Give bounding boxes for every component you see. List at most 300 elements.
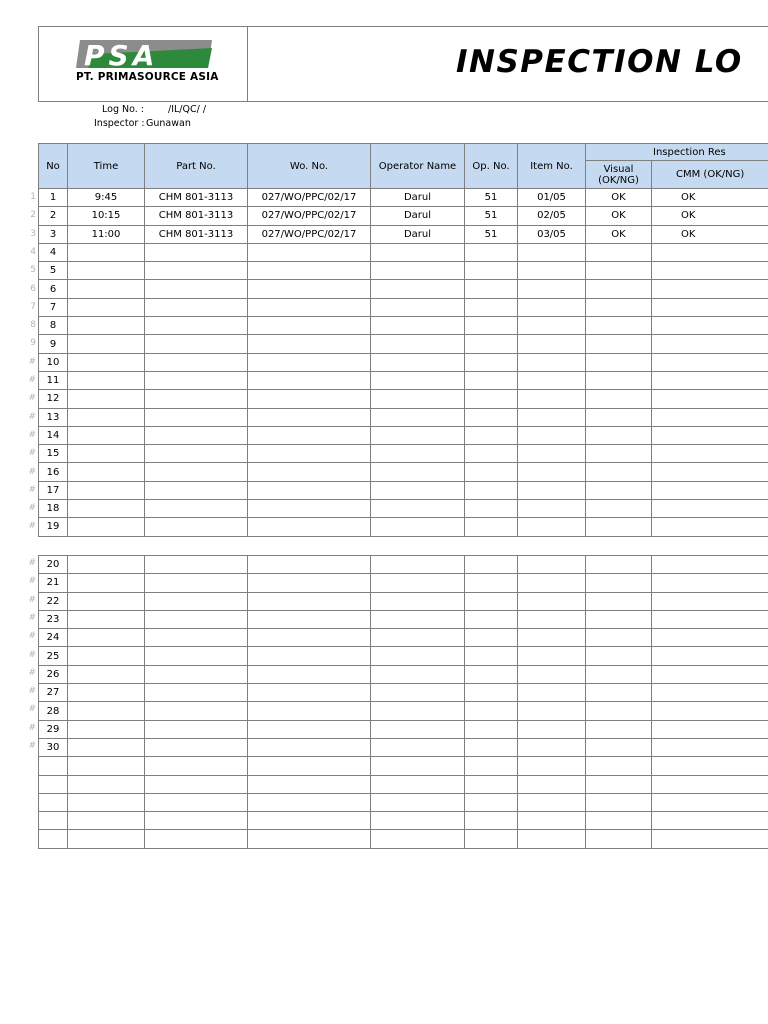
table-cell[interactable]: [371, 280, 465, 298]
table-cell[interactable]: 27: [39, 684, 68, 702]
table-cell[interactable]: [652, 665, 768, 683]
table-cell[interactable]: [586, 629, 652, 647]
table-cell[interactable]: [518, 243, 586, 261]
table-cell[interactable]: [248, 280, 371, 298]
table-cell[interactable]: [518, 481, 586, 499]
table-cell[interactable]: [586, 280, 652, 298]
table-cell[interactable]: [248, 647, 371, 665]
table-cell[interactable]: [68, 757, 145, 775]
table-cell[interactable]: 03/05: [518, 225, 586, 243]
table-cell[interactable]: [518, 371, 586, 389]
table-cell[interactable]: [652, 684, 768, 702]
table-cell[interactable]: [371, 812, 465, 830]
table-cell[interactable]: [145, 426, 248, 444]
table-cell[interactable]: [371, 353, 465, 371]
table-cell[interactable]: [518, 280, 586, 298]
table-cell[interactable]: OK: [652, 207, 768, 225]
table-cell[interactable]: [248, 390, 371, 408]
table-cell[interactable]: [145, 371, 248, 389]
table-cell[interactable]: [248, 812, 371, 830]
table-cell[interactable]: [248, 262, 371, 280]
table-cell[interactable]: [371, 426, 465, 444]
table-cell[interactable]: [652, 574, 768, 592]
table-cell[interactable]: [371, 775, 465, 793]
table-cell[interactable]: [248, 481, 371, 499]
table-cell[interactable]: [371, 390, 465, 408]
table-cell[interactable]: [586, 757, 652, 775]
table-cell[interactable]: [465, 574, 518, 592]
table-cell[interactable]: [145, 298, 248, 316]
table-cell[interactable]: [586, 793, 652, 811]
table-cell[interactable]: [145, 556, 248, 574]
table-cell[interactable]: [518, 702, 586, 720]
table-cell[interactable]: [652, 317, 768, 335]
table-cell[interactable]: [518, 262, 586, 280]
table-cell[interactable]: [248, 720, 371, 738]
table-cell[interactable]: [68, 647, 145, 665]
table-cell[interactable]: [465, 518, 518, 536]
table-cell[interactable]: [145, 812, 248, 830]
table-cell[interactable]: 18: [39, 500, 68, 518]
table-cell[interactable]: [465, 610, 518, 628]
table-cell[interactable]: 6: [39, 280, 68, 298]
table-cell[interactable]: [652, 793, 768, 811]
table-cell[interactable]: [518, 463, 586, 481]
table-cell[interactable]: [68, 684, 145, 702]
table-cell[interactable]: [465, 408, 518, 426]
table-cell[interactable]: [248, 317, 371, 335]
table-cell[interactable]: [248, 793, 371, 811]
table-cell[interactable]: 027/WO/PPC/02/17: [248, 225, 371, 243]
table-cell[interactable]: [465, 243, 518, 261]
table-cell[interactable]: [39, 757, 68, 775]
table-cell[interactable]: [586, 574, 652, 592]
table-cell[interactable]: [465, 445, 518, 463]
table-cell[interactable]: [652, 610, 768, 628]
table-cell[interactable]: [68, 390, 145, 408]
table-cell[interactable]: [652, 556, 768, 574]
table-cell[interactable]: [586, 812, 652, 830]
table-cell[interactable]: [371, 243, 465, 261]
table-cell[interactable]: [248, 335, 371, 353]
table-cell[interactable]: [652, 481, 768, 499]
table-cell[interactable]: [652, 647, 768, 665]
table-cell[interactable]: [371, 500, 465, 518]
table-cell[interactable]: [371, 371, 465, 389]
table-cell[interactable]: [465, 426, 518, 444]
table-cell[interactable]: [371, 335, 465, 353]
table-cell[interactable]: Darul: [371, 189, 465, 207]
table-cell[interactable]: 24: [39, 629, 68, 647]
table-cell[interactable]: [586, 518, 652, 536]
table-cell[interactable]: [652, 629, 768, 647]
table-cell[interactable]: [652, 408, 768, 426]
table-cell[interactable]: [145, 610, 248, 628]
table-cell[interactable]: [652, 335, 768, 353]
table-cell[interactable]: [652, 702, 768, 720]
table-cell[interactable]: [248, 775, 371, 793]
table-cell[interactable]: [145, 647, 248, 665]
table-cell[interactable]: 23: [39, 610, 68, 628]
table-cell[interactable]: [145, 574, 248, 592]
table-cell[interactable]: [248, 500, 371, 518]
table-cell[interactable]: [145, 775, 248, 793]
table-cell[interactable]: [145, 720, 248, 738]
table-cell[interactable]: [248, 556, 371, 574]
table-cell[interactable]: [518, 720, 586, 738]
table-cell[interactable]: 28: [39, 702, 68, 720]
table-cell[interactable]: [465, 390, 518, 408]
table-cell[interactable]: [371, 556, 465, 574]
table-cell[interactable]: [145, 463, 248, 481]
table-cell[interactable]: [248, 702, 371, 720]
table-cell[interactable]: 01/05: [518, 189, 586, 207]
table-cell[interactable]: [248, 463, 371, 481]
table-cell[interactable]: [465, 335, 518, 353]
table-cell[interactable]: [518, 775, 586, 793]
table-cell[interactable]: CHM 801-3113: [145, 225, 248, 243]
table-cell[interactable]: [68, 426, 145, 444]
table-cell[interactable]: [518, 684, 586, 702]
table-cell[interactable]: [465, 812, 518, 830]
table-cell[interactable]: [68, 720, 145, 738]
table-cell[interactable]: [465, 463, 518, 481]
table-cell[interactable]: 30: [39, 738, 68, 756]
table-cell[interactable]: [145, 280, 248, 298]
table-cell[interactable]: 29: [39, 720, 68, 738]
table-cell[interactable]: [465, 592, 518, 610]
table-cell[interactable]: [586, 426, 652, 444]
table-cell[interactable]: [518, 298, 586, 316]
table-cell[interactable]: [465, 262, 518, 280]
table-cell[interactable]: [586, 353, 652, 371]
table-cell[interactable]: [465, 317, 518, 335]
table-cell[interactable]: [371, 629, 465, 647]
table-cell[interactable]: [68, 371, 145, 389]
table-cell[interactable]: [586, 830, 652, 848]
table-cell[interactable]: [586, 592, 652, 610]
table-cell[interactable]: [248, 665, 371, 683]
table-cell[interactable]: [145, 262, 248, 280]
table-cell[interactable]: [68, 262, 145, 280]
table-cell[interactable]: 3: [39, 225, 68, 243]
table-cell[interactable]: [145, 243, 248, 261]
table-cell[interactable]: [586, 243, 652, 261]
table-cell[interactable]: [652, 720, 768, 738]
table-cell[interactable]: 9: [39, 335, 68, 353]
table-cell[interactable]: [371, 317, 465, 335]
table-cell[interactable]: [145, 702, 248, 720]
table-cell[interactable]: [518, 445, 586, 463]
table-cell[interactable]: [68, 556, 145, 574]
table-cell[interactable]: 2: [39, 207, 68, 225]
table-cell[interactable]: [371, 738, 465, 756]
table-cell[interactable]: [371, 298, 465, 316]
table-cell[interactable]: [518, 335, 586, 353]
table-cell[interactable]: [145, 793, 248, 811]
table-cell[interactable]: [145, 481, 248, 499]
table-cell[interactable]: [652, 830, 768, 848]
table-cell[interactable]: [652, 500, 768, 518]
table-cell[interactable]: 25: [39, 647, 68, 665]
table-cell[interactable]: [371, 830, 465, 848]
table-cell[interactable]: [371, 665, 465, 683]
table-cell[interactable]: [586, 262, 652, 280]
table-cell[interactable]: 4: [39, 243, 68, 261]
table-cell[interactable]: [39, 830, 68, 848]
table-cell[interactable]: [145, 684, 248, 702]
table-cell[interactable]: [465, 738, 518, 756]
table-cell[interactable]: 7: [39, 298, 68, 316]
table-cell[interactable]: [465, 830, 518, 848]
table-cell[interactable]: OK: [586, 207, 652, 225]
table-cell[interactable]: [371, 592, 465, 610]
table-cell[interactable]: [371, 757, 465, 775]
table-cell[interactable]: [248, 518, 371, 536]
table-cell[interactable]: [518, 793, 586, 811]
table-cell[interactable]: CHM 801-3113: [145, 189, 248, 207]
table-cell[interactable]: [652, 445, 768, 463]
table-cell[interactable]: [145, 830, 248, 848]
table-cell[interactable]: [248, 298, 371, 316]
table-cell[interactable]: 12: [39, 390, 68, 408]
table-cell[interactable]: [465, 793, 518, 811]
table-cell[interactable]: [68, 610, 145, 628]
table-cell[interactable]: [518, 647, 586, 665]
table-cell[interactable]: [586, 335, 652, 353]
table-cell[interactable]: [68, 445, 145, 463]
table-cell[interactable]: Darul: [371, 225, 465, 243]
table-cell[interactable]: [145, 317, 248, 335]
table-cell[interactable]: [465, 629, 518, 647]
table-cell[interactable]: 22: [39, 592, 68, 610]
table-cell[interactable]: [371, 518, 465, 536]
table-cell[interactable]: 21: [39, 574, 68, 592]
table-cell[interactable]: 02/05: [518, 207, 586, 225]
table-cell[interactable]: [145, 757, 248, 775]
table-cell[interactable]: [145, 408, 248, 426]
table-cell[interactable]: [652, 775, 768, 793]
table-cell[interactable]: [248, 574, 371, 592]
table-cell[interactable]: [518, 353, 586, 371]
table-cell[interactable]: 26: [39, 665, 68, 683]
table-cell[interactable]: [465, 684, 518, 702]
table-cell[interactable]: [465, 481, 518, 499]
table-cell[interactable]: 027/WO/PPC/02/17: [248, 207, 371, 225]
table-cell[interactable]: [652, 243, 768, 261]
table-cell[interactable]: OK: [586, 189, 652, 207]
table-cell[interactable]: [586, 463, 652, 481]
table-cell[interactable]: [465, 720, 518, 738]
table-cell[interactable]: [652, 518, 768, 536]
table-cell[interactable]: [652, 426, 768, 444]
table-cell[interactable]: [465, 665, 518, 683]
table-cell[interactable]: [586, 390, 652, 408]
table-cell[interactable]: [652, 262, 768, 280]
table-cell[interactable]: [465, 702, 518, 720]
table-cell[interactable]: [518, 390, 586, 408]
table-cell[interactable]: [248, 408, 371, 426]
table-cell[interactable]: [652, 280, 768, 298]
table-cell[interactable]: [652, 757, 768, 775]
table-cell[interactable]: [518, 610, 586, 628]
table-cell[interactable]: 9:45: [68, 189, 145, 207]
table-cell[interactable]: 5: [39, 262, 68, 280]
table-cell[interactable]: [518, 738, 586, 756]
table-cell[interactable]: [586, 684, 652, 702]
table-cell[interactable]: [518, 830, 586, 848]
table-cell[interactable]: [68, 298, 145, 316]
table-cell[interactable]: [518, 665, 586, 683]
table-cell[interactable]: [586, 298, 652, 316]
table-cell[interactable]: [68, 335, 145, 353]
table-cell[interactable]: [518, 812, 586, 830]
table-cell[interactable]: [371, 262, 465, 280]
table-cell[interactable]: [586, 610, 652, 628]
table-cell[interactable]: [145, 500, 248, 518]
table-cell[interactable]: [586, 665, 652, 683]
table-cell[interactable]: [248, 738, 371, 756]
table-cell[interactable]: [518, 500, 586, 518]
table-cell[interactable]: [371, 463, 465, 481]
table-cell[interactable]: [652, 298, 768, 316]
table-cell[interactable]: 14: [39, 426, 68, 444]
table-cell[interactable]: [68, 702, 145, 720]
table-cell[interactable]: [465, 353, 518, 371]
table-cell[interactable]: OK: [586, 225, 652, 243]
table-cell[interactable]: [68, 243, 145, 261]
table-cell[interactable]: [518, 574, 586, 592]
table-cell[interactable]: [68, 830, 145, 848]
table-cell[interactable]: [586, 720, 652, 738]
table-cell[interactable]: [145, 335, 248, 353]
table-cell[interactable]: [145, 518, 248, 536]
table-cell[interactable]: 8: [39, 317, 68, 335]
table-cell[interactable]: [465, 647, 518, 665]
table-cell[interactable]: [586, 738, 652, 756]
table-cell[interactable]: [371, 408, 465, 426]
table-cell[interactable]: [145, 592, 248, 610]
table-cell[interactable]: [586, 647, 652, 665]
table-cell[interactable]: [652, 371, 768, 389]
table-cell[interactable]: [145, 390, 248, 408]
table-cell[interactable]: [586, 371, 652, 389]
table-cell[interactable]: [371, 481, 465, 499]
table-cell[interactable]: [68, 665, 145, 683]
table-cell[interactable]: [465, 280, 518, 298]
table-cell[interactable]: [145, 665, 248, 683]
table-cell[interactable]: [518, 426, 586, 444]
table-cell[interactable]: [518, 556, 586, 574]
table-cell[interactable]: [586, 775, 652, 793]
table-cell[interactable]: [68, 500, 145, 518]
table-cell[interactable]: 11: [39, 371, 68, 389]
table-cell[interactable]: [145, 738, 248, 756]
table-cell[interactable]: [371, 610, 465, 628]
table-cell[interactable]: Darul: [371, 207, 465, 225]
table-cell[interactable]: [248, 243, 371, 261]
table-cell[interactable]: [39, 775, 68, 793]
table-cell[interactable]: [652, 353, 768, 371]
table-cell[interactable]: 16: [39, 463, 68, 481]
table-cell[interactable]: [68, 793, 145, 811]
table-cell[interactable]: [68, 574, 145, 592]
table-cell[interactable]: 51: [465, 207, 518, 225]
table-cell[interactable]: [586, 556, 652, 574]
table-cell[interactable]: 19: [39, 518, 68, 536]
table-cell[interactable]: [248, 610, 371, 628]
log-no-value[interactable]: /IL/QC/ /: [168, 104, 207, 115]
table-cell[interactable]: OK: [652, 225, 768, 243]
table-cell[interactable]: [68, 629, 145, 647]
table-cell[interactable]: 11:00: [68, 225, 145, 243]
table-cell[interactable]: [465, 298, 518, 316]
table-cell[interactable]: [465, 757, 518, 775]
table-cell[interactable]: [586, 317, 652, 335]
table-cell[interactable]: 10:15: [68, 207, 145, 225]
table-cell[interactable]: [371, 720, 465, 738]
table-cell[interactable]: [518, 408, 586, 426]
table-cell[interactable]: 10: [39, 353, 68, 371]
table-cell[interactable]: [248, 353, 371, 371]
table-cell[interactable]: [248, 629, 371, 647]
table-cell[interactable]: 15: [39, 445, 68, 463]
table-cell[interactable]: [371, 684, 465, 702]
table-cell[interactable]: [652, 738, 768, 756]
table-cell[interactable]: OK: [652, 189, 768, 207]
table-cell[interactable]: [371, 445, 465, 463]
table-cell[interactable]: [371, 574, 465, 592]
table-cell[interactable]: [68, 463, 145, 481]
table-cell[interactable]: [248, 445, 371, 463]
table-cell[interactable]: [518, 592, 586, 610]
table-cell[interactable]: [586, 408, 652, 426]
table-cell[interactable]: [371, 647, 465, 665]
table-cell[interactable]: [68, 738, 145, 756]
table-cell[interactable]: 17: [39, 481, 68, 499]
table-cell[interactable]: [652, 592, 768, 610]
inspector-value[interactable]: Gunawan: [146, 118, 191, 129]
table-cell[interactable]: [145, 353, 248, 371]
table-cell[interactable]: [652, 390, 768, 408]
table-cell[interactable]: [68, 481, 145, 499]
table-cell[interactable]: [145, 445, 248, 463]
table-cell[interactable]: [68, 408, 145, 426]
table-cell[interactable]: [586, 702, 652, 720]
table-cell[interactable]: 51: [465, 189, 518, 207]
table-cell[interactable]: [652, 463, 768, 481]
table-cell[interactable]: [248, 684, 371, 702]
table-cell[interactable]: [68, 592, 145, 610]
table-cell[interactable]: [248, 830, 371, 848]
table-cell[interactable]: 13: [39, 408, 68, 426]
table-cell[interactable]: [465, 556, 518, 574]
table-cell[interactable]: [68, 518, 145, 536]
table-cell[interactable]: [465, 775, 518, 793]
table-cell[interactable]: [518, 518, 586, 536]
table-cell[interactable]: [371, 702, 465, 720]
table-cell[interactable]: [68, 317, 145, 335]
table-cell[interactable]: [518, 757, 586, 775]
table-cell[interactable]: [586, 500, 652, 518]
table-cell[interactable]: [68, 775, 145, 793]
table-cell[interactable]: [586, 445, 652, 463]
table-cell[interactable]: [248, 757, 371, 775]
table-cell[interactable]: 20: [39, 556, 68, 574]
table-cell[interactable]: [586, 481, 652, 499]
table-cell[interactable]: 51: [465, 225, 518, 243]
table-cell[interactable]: [248, 426, 371, 444]
